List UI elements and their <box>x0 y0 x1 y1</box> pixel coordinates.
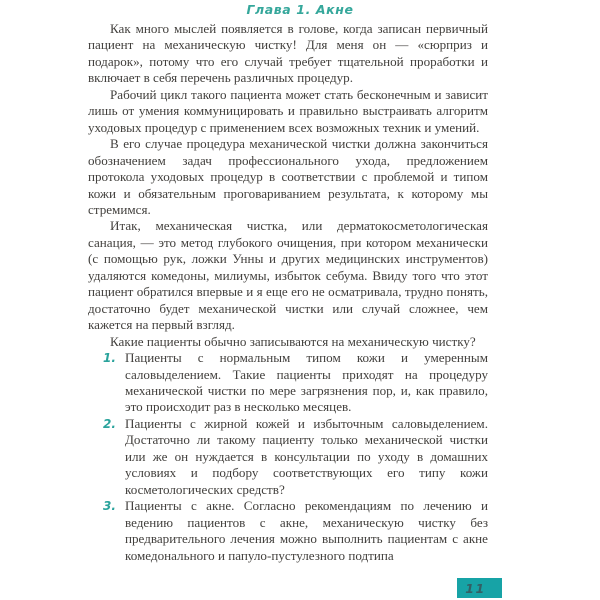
paragraph: В его случае процедура механической чистки должна закончиться обозначением задач профессионального ухода, предложением протокола уходовых процедур в соответствии с проблемой и типом кожи и обязательным проговариванием результата, к которому мы стремимся. <box>88 136 488 217</box>
paragraph: Рабочий цикл такого пациента может стать бесконечным и зависит лишь от умения коммуницировать и правильно выстраивать алгоритм уходовых процедур с применением всех возможных техник и умений. <box>88 86 488 135</box>
paragraph: Итак, механическая чистка, или дерматокосметологическая санация, — это метод глубокого очищения, при котором механически (с помощью рук, ложки Унны и других медицинских инструментов) удаляются комедоны, милиумы, избыток себума. Ввиду того что этот пациент обратился впервые и я еще его не осматривала, трудно понять, достаточно будет механической чистки или случай сложнее, чем кажется на первый взгляд. <box>88 218 488 333</box>
page-number-badge <box>457 578 502 598</box>
chapter-title: Глава 1. Акне <box>246 2 354 17</box>
list-item-number: 2. <box>103 416 116 431</box>
paragraph: Какие пациенты обычно записываются на механическую чистку? <box>110 333 476 349</box>
list-item-number: 3. <box>103 499 116 514</box>
list-item-text: Пациенты с жирной кожей и избыточным саловыделением. Достаточно ли такому пациенту только механической чистки или же он нуждается в консультации по уходу в домашних условиях и подбору соответствующих его типу кожи косметологических средств? <box>125 415 488 497</box>
paragraph: Как много мыслей появляется в голове, когда записан первичный пациент на механическую чистку! Для меня он — «сюрприз и подарок», потому что его случай требует тщательной проработки и включает в себя перечень различных процедур. <box>88 21 488 86</box>
list-item <box>88 416 488 498</box>
list-item <box>88 498 488 564</box>
list-item-number: 1. <box>103 351 116 366</box>
page-body <box>88 21 488 564</box>
numbered-list <box>88 350 488 564</box>
list-item-text: Пациенты с нормальным типом кожи и умеренным саловыделением. Такие пациенты приходят на процедуру механической чистки по мере загрязнения пор, и, как правило, это происходит раз в несколько месяцев. <box>125 350 488 415</box>
list-item-text: Пациенты с акне. Согласно рекомендациям по лечению и ведению пациентов с акне, механическую чистку без предварительного лечения можно выполнить пациентам с акне комедонального и папуло-пустулезного подтипа <box>125 498 488 563</box>
list-item <box>88 350 488 416</box>
page-number: 11 <box>465 580 486 596</box>
